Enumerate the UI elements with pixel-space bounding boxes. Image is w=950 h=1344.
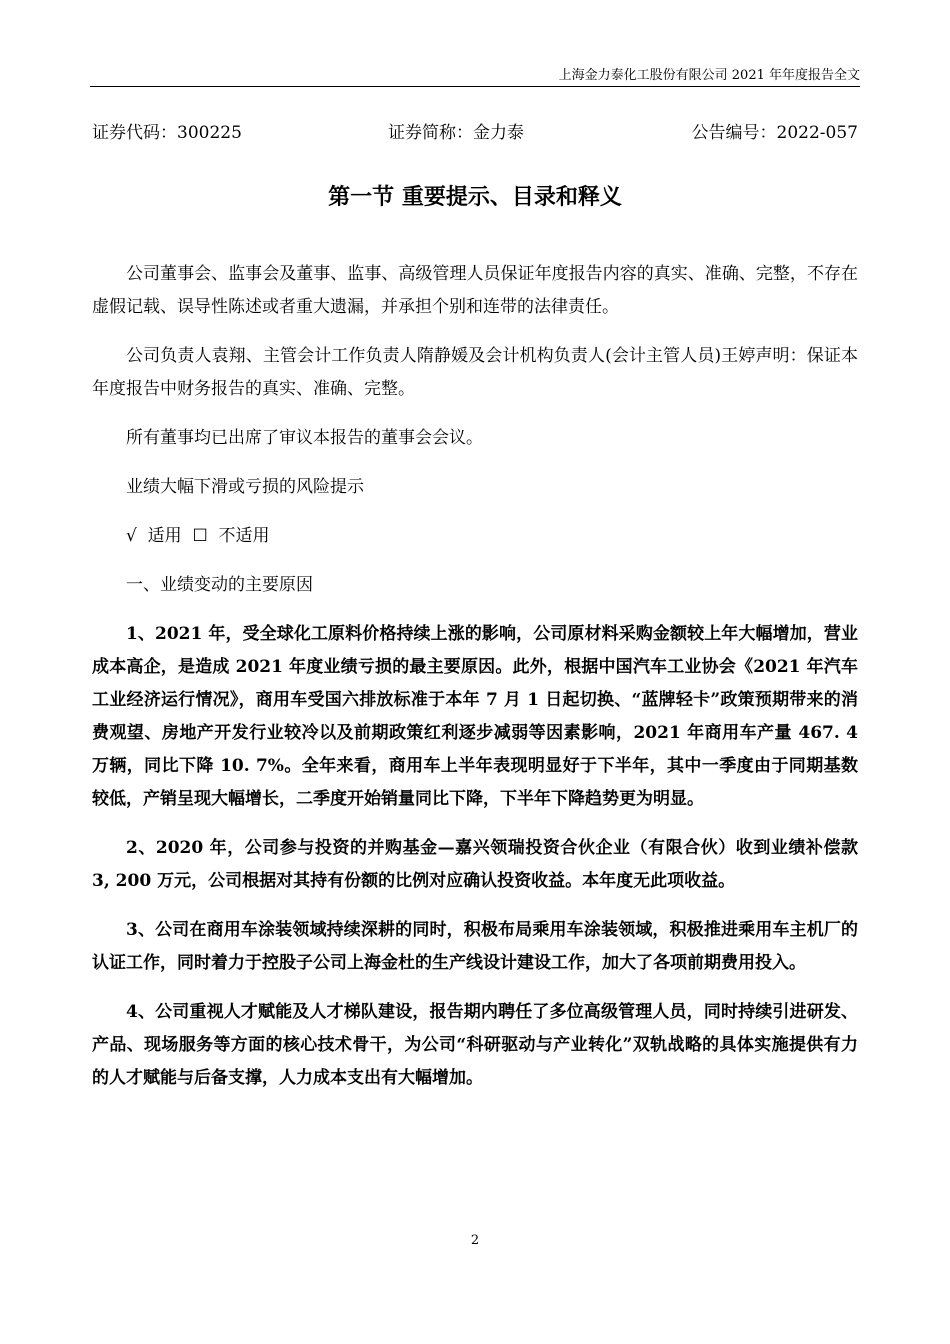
announcement-meta (92, 118, 858, 144)
paragraph-reason-3: 3、公司在商用车涂装领域持续深耕的同时，积极布局乘用车涂装领域，积极推进乘用车主机厂的认证工作，同时着力于控股子公司上海金杜的生产线设计建设工作，加大了各项前期费用投入。 (92, 920, 858, 973)
checkbox-icon: ☐ (192, 526, 208, 546)
applicability-options (92, 520, 858, 553)
paragraph-responsible-persons: 公司负责人袁翔、主管会计工作负责人隋静媛及会计机构负责人(会计主管人员)王婷声明：保证本年度报告中财务报告的真实、准确、完整。 (92, 346, 858, 399)
header-rule (90, 86, 860, 87)
paragraph-reasons-heading: 一、业绩变动的主要原因 (126, 575, 313, 595)
paragraph-risk-heading: 业绩大幅下滑或亏损的风险提示 (126, 477, 364, 497)
notice-number: 公告编号：2022-057 (691, 123, 858, 143)
page-number: 2 (470, 1233, 480, 1248)
document-body (92, 258, 858, 1111)
running-header: 上海金力泰化工股份有限公司 2021 年年度报告全文 (558, 68, 860, 83)
paragraph-directors-attendance: 所有董事均已出席了审议本报告的董事会会议。 (126, 428, 483, 448)
applicable-label: 适用 (147, 526, 182, 546)
section-title: 第一节 重要提示、目录和释义 (328, 185, 622, 210)
security-abbreviation: 证券简称：金力泰 (388, 123, 524, 143)
not-applicable-label: 不适用 (218, 526, 270, 546)
security-code: 证券代码：300225 (92, 123, 242, 143)
paragraph-reason-2: 2、2020 年，公司参与投资的并购基金—嘉兴领瑞投资合伙企业（有限合伙）收到业绩补偿款 3, 200 万元，公司根据对其持有份额的比例对应确认投资收益。本年度无此项收益。 (92, 838, 858, 891)
paragraph-reason-1: 1、2021 年，受全球化工原料价格持续上涨的影响，公司原材料采购金额较上年大幅增加，营业成本高企，是造成 2021 年度业绩亏损的最主要原因。此外，根据中国汽车工业协会《2021 年汽车工业经济运行情况》，商用车受国六排放标准于本年 7 月 1 日起切换、“蓝牌轻卡”政策预期带来的消费观望、房地产开发行业较冷以及前期政策红利逐步减弱等因素影响，2021 年商用车产量 467. 4 万辆，同比下降 10. 7%。全年来看，商用车上半年表现明显好于下半年，其中一季度由于同期基数较低，产销呈现大幅增长，二季度开始销量同比下降，下半年下降趋势更为明显。 (92, 624, 858, 809)
paragraph-board-guarantee: 公司董事会、监事会及董事、监事、高级管理人员保证年度报告内容的真实、准确、完整，不存在虚假记载、误导性陈述或者重大遗漏，并承担个别和连带的法律责任。 (92, 264, 858, 317)
check-mark-icon: √ (126, 526, 137, 546)
paragraph-reason-4: 4、公司重视人才赋能及人才梯队建设，报告期内聘任了多位高级管理人员，同时持续引进研发、产品、现场服务等方面的核心技术骨干，为公司“科研驱动与产业转化”双轨战略的具体实施提供有力的人才赋能与后备支撑，人力成本支出有大幅增加。 (92, 1002, 858, 1088)
